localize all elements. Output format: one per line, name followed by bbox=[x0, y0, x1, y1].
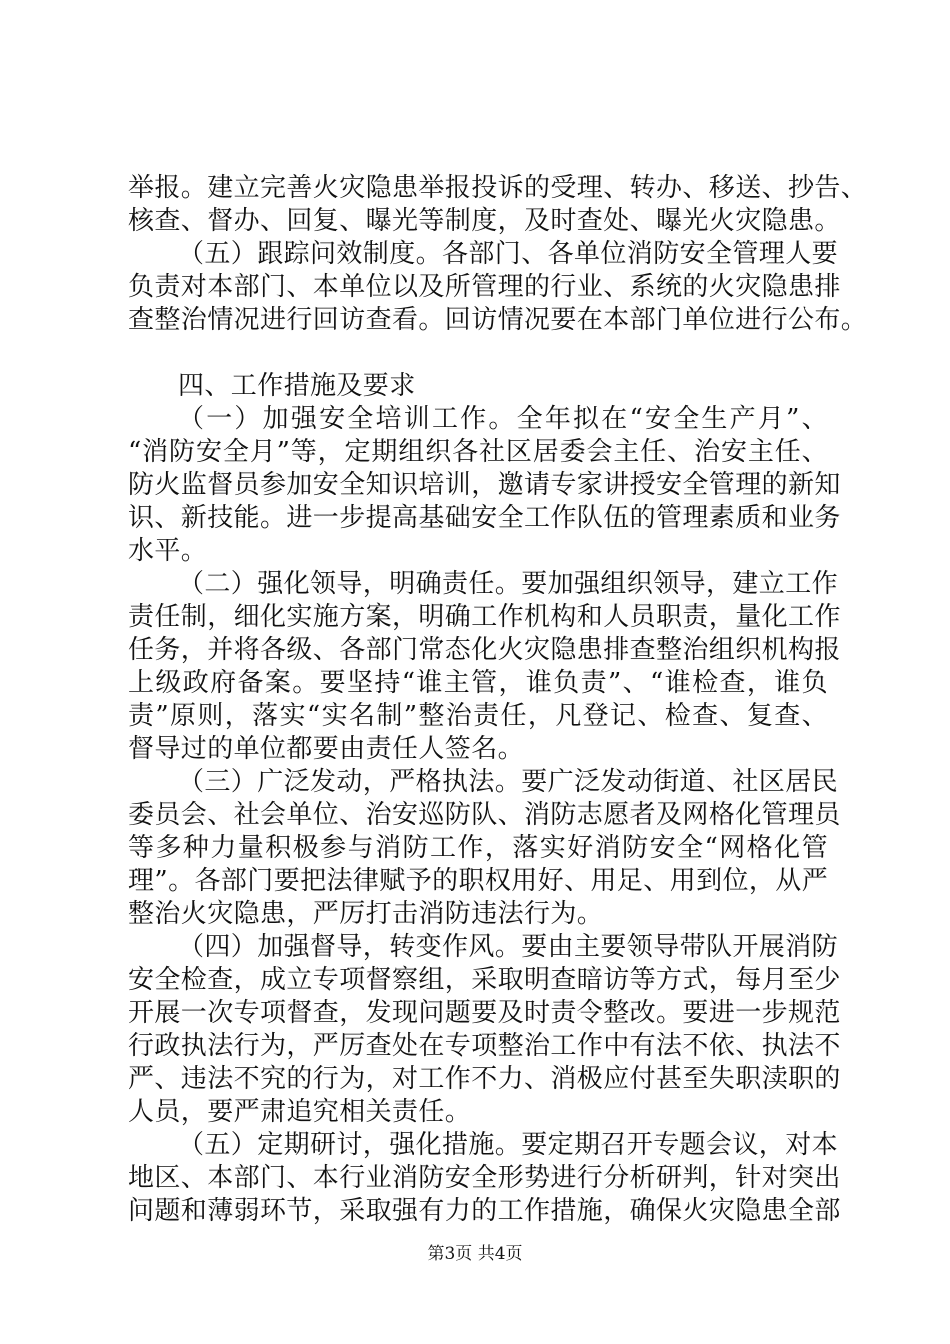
text-line: （三）广泛发动，严格执法。要广泛发动街道、社区居民 bbox=[178, 767, 839, 797]
text-line: 人员，要严肃追究相关责任。 bbox=[128, 1097, 472, 1127]
text-line: 整治火灾隐患，严厉打击消防违法行为。 bbox=[128, 899, 604, 929]
text-line: （二）强化领导，明确责任。要加强组织领导，建立工作 bbox=[178, 569, 839, 599]
text-line: 责任制，细化实施方案，明确工作机构和人员职责，量化工作 bbox=[128, 602, 841, 632]
text-line: 督导过的单位都要由责任人签名。 bbox=[128, 734, 525, 764]
text-line: （四）加强督导，转变作风。要由主要领导带队开展消防 bbox=[178, 932, 839, 962]
text-line: 任务，并将各级、各部门常态化火灾隐患排查整治组织机构报 bbox=[128, 635, 841, 665]
page-footer: 第3页 共4页 bbox=[427, 1244, 523, 1264]
text-line: 行政执法行为，严厉查处在专项整治工作中有法不依、执法不 bbox=[128, 1031, 841, 1061]
text-line: 核查、督办、回复、曝光等制度，及时查处、曝光火灾隐患。 bbox=[128, 206, 841, 236]
text-line: 识、新技能。进一步提高基础安全工作队伍的管理素质和业务 bbox=[128, 503, 841, 533]
text-line: “消防安全月”等，定期组织各社区居委会主任、治安主任、 bbox=[128, 437, 828, 467]
text-line: 问题和薄弱环节，采取强有力的工作措施，确保火灾隐患全部 bbox=[128, 1196, 841, 1226]
text-line: 安全检查，成立专项督察组，采取明查暗访等方式，每月至少 bbox=[128, 965, 841, 995]
text-line: 上级政府备案。要坚持“谁主管，谁负责”、“谁检查，谁负 bbox=[128, 668, 828, 698]
text-line: （一）加强安全培训工作。全年拟在“安全生产月”、 bbox=[178, 404, 828, 434]
text-line: 防火监督员参加安全知识培训，邀请专家讲授安全管理的新知 bbox=[128, 470, 841, 500]
text-line: （五）定期研讨，强化措施。要定期召开专题会议，对本 bbox=[178, 1130, 839, 1160]
text-line: 等多种力量积极参与消防工作，落实好消防安全“网格化管 bbox=[128, 833, 828, 863]
text-line: 地区、本部门、本行业消防安全形势进行分析研判，针对突出 bbox=[128, 1163, 841, 1193]
paragraph-gap bbox=[128, 337, 828, 370]
text-line: 负责对本部门、本单位以及所管理的行业、系统的火灾隐患排 bbox=[128, 272, 841, 302]
section-heading: 四、工作措施及要求 bbox=[178, 371, 416, 401]
text-line: 举报。建立完善火灾隐患举报投诉的受理、转办、移送、抄告、 bbox=[128, 173, 868, 203]
text-line: 开展一次专项督查，发现问题要及时责令整改。要进一步规范 bbox=[128, 998, 841, 1028]
text-line: 委员会、社会单位、治安巡防队、消防志愿者及网格化管理员 bbox=[128, 800, 841, 830]
text-line: 责”原则，落实“实名制”整治责任，凡登记、检查、复查、 bbox=[128, 701, 828, 731]
text-line: 查整治情况进行回访查看。回访情况要在本部门单位进行公布。 bbox=[128, 305, 868, 335]
text-line: （五）跟踪问效制度。各部门、各单位消防安全管理人要 bbox=[178, 239, 839, 269]
text-line: 理”。各部门要把法律赋予的职权用好、用足、用到位，从严 bbox=[128, 866, 829, 896]
text-line: 水平。 bbox=[128, 536, 208, 566]
text-line: 严、违法不究的行为，对工作不力、消极应付甚至失职渎职的 bbox=[128, 1064, 841, 1094]
document-body bbox=[128, 172, 868, 1228]
